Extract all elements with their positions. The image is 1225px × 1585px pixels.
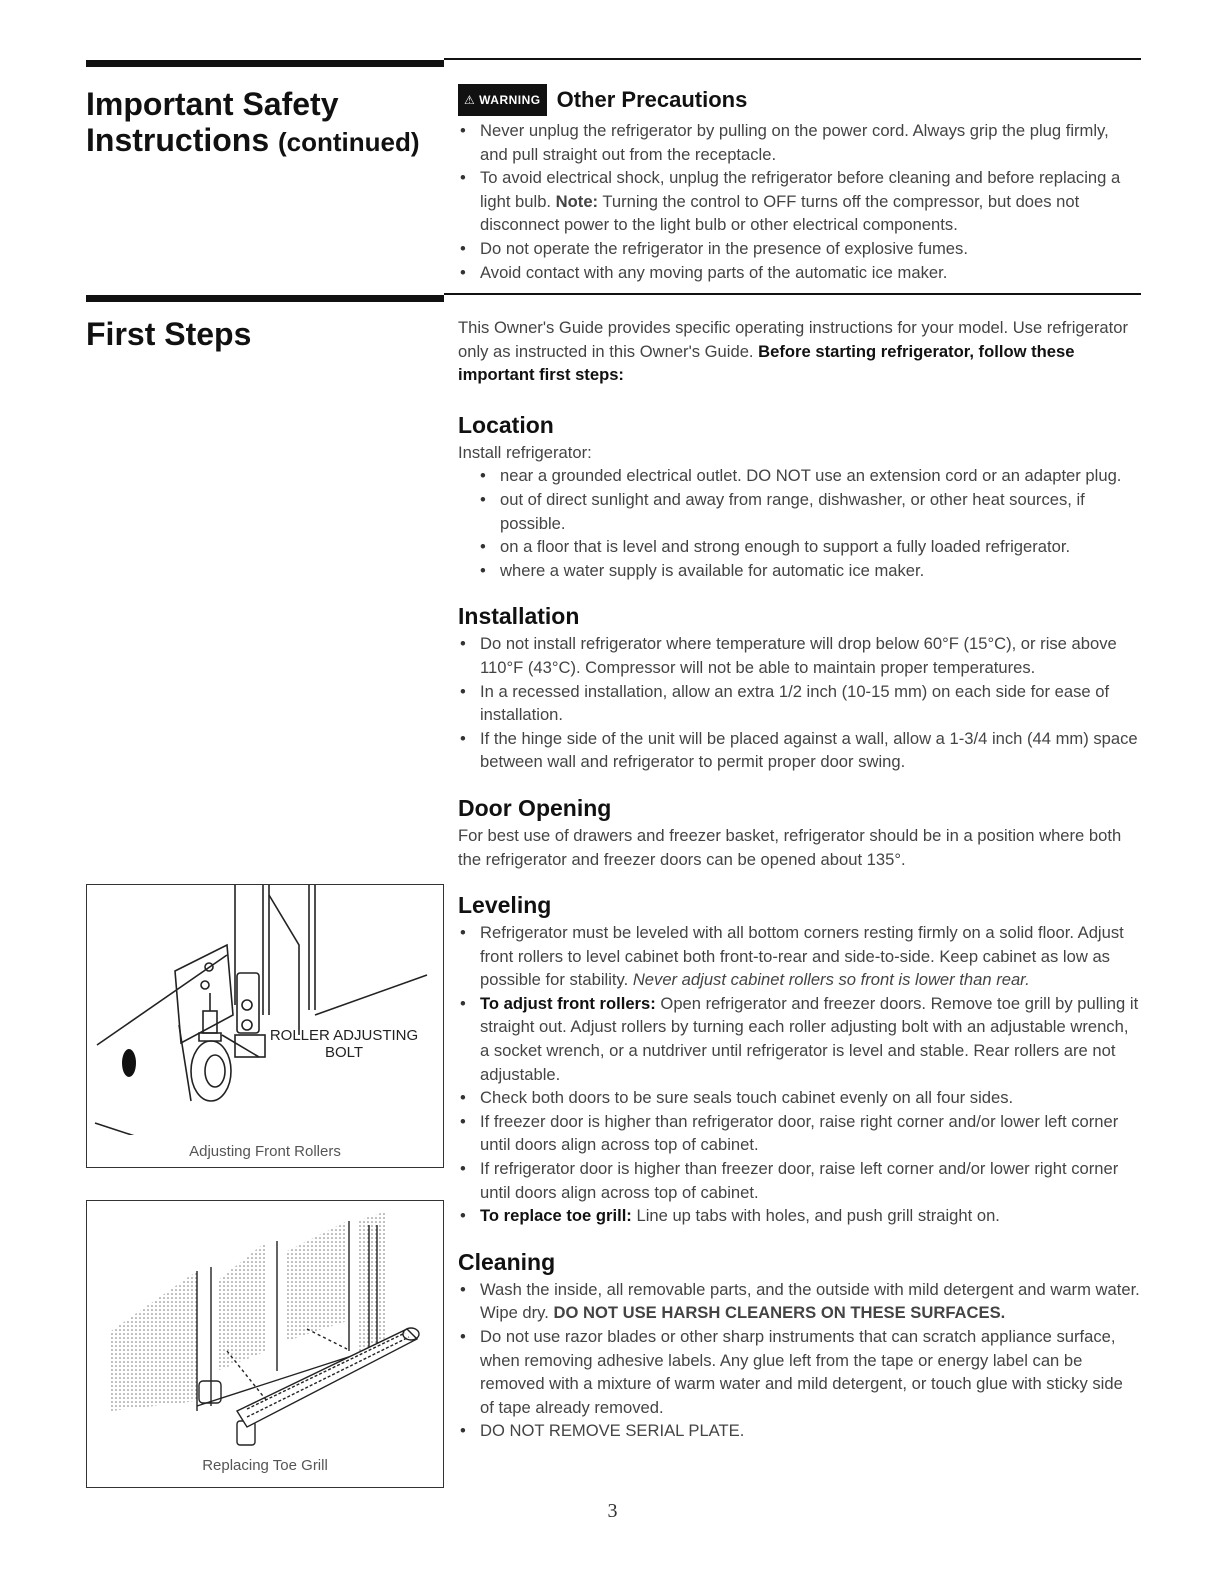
list-item: • Do not operate the refrigerator in the presence of explosive fumes. — [458, 237, 1140, 261]
list-item: • Do not install refrigerator where temperature will drop below 60°F (15°C), or rise above 110°F (43°C). Compressor will not be able to maintain proper temperatures. — [458, 632, 1140, 679]
other-precautions-heading: Other Precautions — [556, 87, 748, 112]
location-list — [458, 464, 1140, 582]
list-item: • Refrigerator must be leveled with all bottom corners resting firmly on a solid floor. Adjust front rollers to level cabinet both front-to-rear and side-to-side. Keep cabinet as low as possible for stability. Never adjust cabinet rollers so front is lower than rear. — [458, 921, 1140, 992]
list-item: • near a grounded electrical outlet. DO NOT use an extension cord or an adapter plug. — [458, 464, 1140, 488]
cleaning-heading: Cleaning — [458, 1248, 556, 1275]
door-opening-text: For best use of drawers and freezer basket, refrigerator should be in a position where both the refrigerator and freezer doors can be opened about 135°. — [458, 825, 1122, 869]
door-opening-heading: Door Opening — [458, 794, 612, 821]
list-item: • on a floor that is level and strong enough to support a fully loaded refrigerator. — [458, 535, 1140, 559]
cleaning-list — [458, 1278, 1140, 1443]
top-rule-thin — [444, 58, 1141, 60]
list-item: • If refrigerator door is higher than freezer door, raise left corner and/or lower right corner until doors align across top of cabinet. — [458, 1157, 1140, 1204]
installation-heading: Installation — [458, 603, 580, 630]
top-rule-thick — [86, 60, 444, 67]
leveling-list — [458, 921, 1140, 1228]
list-item: • To avoid electrical shock, unplug the refrigerator before cleaning and before replacing a light bulb. Note: Turning the control to OFF turns off the compressor, but does not disconnect power to the light bulb or other electrical components. — [458, 166, 1140, 237]
page-number: 3 — [607, 1500, 618, 1522]
location-heading: Location — [458, 411, 554, 438]
list-item: • where a water supply is available for automatic ice maker. — [458, 559, 1140, 583]
warning-badge: ⚠ WARNING — [458, 84, 547, 116]
figure-replacing-toe-grill — [86, 1200, 444, 1488]
safety-title-line2: Instructions — [86, 122, 270, 158]
list-item: • Check both doors to be sure seals touch cabinet evenly on all four sides. — [458, 1086, 1140, 1110]
roller-callout-label: ROLLER ADJUSTING BOLT — [269, 1027, 419, 1061]
safety-title-suffix: (continued) — [278, 127, 420, 157]
mid-rule-thin — [444, 293, 1141, 295]
figure2-caption: Replacing Toe Grill — [202, 1457, 328, 1474]
figure1-caption: Adjusting Front Rollers — [189, 1143, 341, 1160]
precautions-list — [458, 119, 1140, 284]
list-item: • In a recessed installation, allow an extra 1/2 inch (10-15 mm) on each side for ease of installation. — [458, 680, 1140, 727]
list-item: • Wash the inside, all removable parts, and the outside with mild detergent and warm water. Wipe dry. DO NOT USE HARSH CLEANERS ON THESE SURFACES. — [458, 1278, 1140, 1325]
safety-title — [86, 86, 420, 160]
roller-illustration — [87, 885, 443, 1135]
warning-icon: ⚠ — [464, 93, 476, 107]
list-item: • To adjust front rollers: Open refrigerator and freezer doors. Remove toe grill by pulling it straight out. Adjust rollers by turning each roller adjusting bolt with an adjustable wrench, a socket wrench, or a nutdriver until refrigerator is level and stable. Rear rollers are not adjustable. — [458, 992, 1140, 1086]
leveling-heading: Leveling — [458, 892, 552, 919]
list-item: • To replace toe grill: Line up tabs with holes, and push grill straight on. — [458, 1204, 1140, 1228]
first-steps-title: First Steps — [86, 316, 252, 352]
location-lead: Install refrigerator: — [458, 442, 592, 462]
list-item: • If freezer door is higher than refrigerator door, raise right corner and/or lower left corner until doors align across top of cabinet. — [458, 1110, 1140, 1157]
safety-title-line1: Important Safety — [86, 86, 339, 122]
list-item: • If the hinge side of the unit will be placed against a wall, allow a 1-3/4 inch (44 mm) space between wall and refrigerator to permit proper door swing. — [458, 727, 1140, 774]
figure-adjusting-front-rollers — [86, 884, 444, 1168]
other-precautions-section — [458, 84, 1140, 284]
intro-paragraph: This Owner's Guide provides specific operating instructions for your model. Use refrigerator only as instructed in this Owner's Guide. Before starting refrigerator, follow these important first steps: — [458, 318, 1128, 385]
list-item: • Do not use razor blades or other sharp instruments that can scratch appliance surface, when removing adhesive labels. Any glue left from the tape or energy label can be removed with a mixture of warm water and mild detergent, or touch glue with sticky side of tape already removed. — [458, 1325, 1140, 1419]
list-item: • DO NOT REMOVE SERIAL PLATE. — [458, 1419, 1140, 1443]
toe-grill-illustration — [87, 1201, 443, 1457]
list-item: • Never unplug the refrigerator by pulling on the power cord. Always grip the plug firmly, and pull straight out from the receptacle. — [458, 119, 1140, 166]
installation-list — [458, 632, 1140, 774]
first-steps-content — [458, 316, 1140, 1443]
list-item: • Avoid contact with any moving parts of the automatic ice maker. — [458, 261, 1140, 285]
mid-rule-thick — [86, 295, 444, 302]
list-item: • out of direct sunlight and away from range, dishwasher, or other heat sources, if possible. — [458, 488, 1140, 535]
